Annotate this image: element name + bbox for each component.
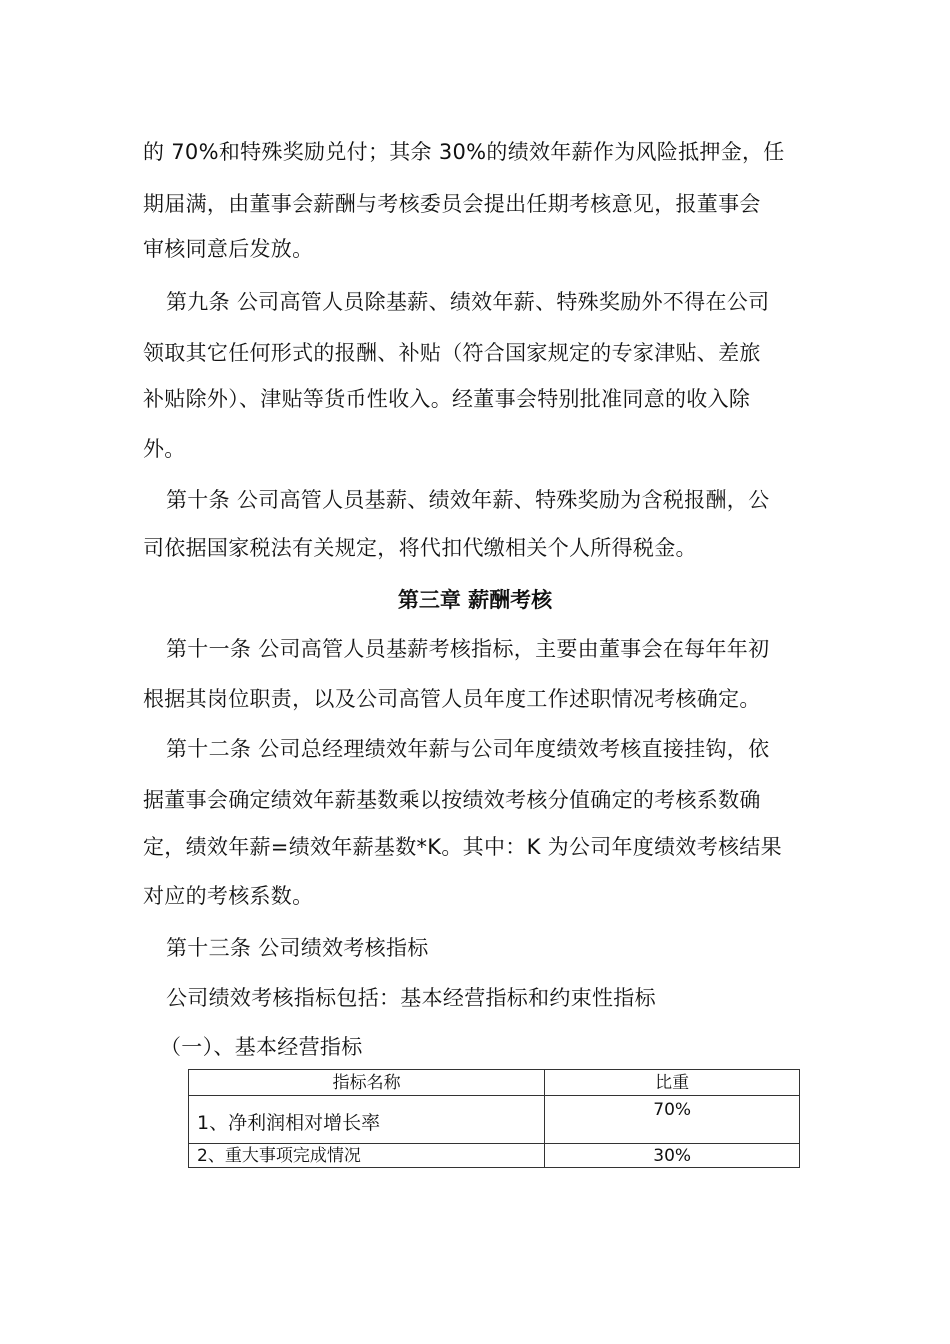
table-header-row — [189, 1070, 800, 1096]
table-header-name: 指标名称 — [189, 1070, 545, 1096]
table-header-weight: 比重 — [545, 1070, 800, 1096]
indicator-name-cell: 2、重大事项完成情况 — [189, 1144, 545, 1168]
article-11-line: 第十一条 公司高管人员基薪考核指标，主要由董事会在每年年初 — [166, 637, 770, 661]
article-9-line: 领取其它任何形式的报酬、补贴（符合国家规定的专家津贴、差旅 — [143, 341, 761, 365]
table-row — [189, 1144, 800, 1168]
indicator-weight-cell: 70% — [545, 1096, 800, 1144]
article-12-line: 定，绩效年薪=绩效年薪基数*K。其中：K 为公司年度绩效考核结果 — [143, 835, 782, 859]
article-12-line: 第十二条 公司总经理绩效年薪与公司年度绩效考核直接挂钩，依 — [166, 737, 770, 761]
article-10-line: 司依据国家税法有关规定，将代扣代缴相关个人所得税金。 — [143, 536, 697, 560]
article-10-line: 第十条 公司高管人员基薪、绩效年薪、特殊奖励为含税报酬，公 — [166, 488, 770, 512]
article-13-line: 第十三条 公司绩效考核指标 — [166, 936, 429, 960]
indicator-name-cell: 1、净利润相对增长率 — [189, 1096, 545, 1144]
indicators-intro: 公司绩效考核指标包括：基本经营指标和约束性指标 — [166, 986, 656, 1010]
table-row — [189, 1096, 800, 1144]
body-text-line: 审核同意后发放。 — [143, 237, 314, 261]
article-9-line: 补贴除外）、津贴等货币性收入。经董事会特别批准同意的收入除 — [143, 387, 751, 411]
indicator-weight-cell: 30% — [545, 1144, 800, 1168]
article-12-line: 对应的考核系数。 — [143, 884, 314, 908]
metrics-table — [188, 1069, 800, 1168]
article-9-line: 外。 — [143, 437, 186, 461]
article-12-line: 据董事会确定绩效年薪基数乘以按绩效考核分值确定的考核系数确 — [143, 788, 761, 812]
article-11-line: 根据其岗位职责，以及公司高管人员年度工作述职情况考核确定。 — [143, 687, 761, 711]
body-text-line: 的 70%和特殊奖励兑付；其余 30%的绩效年薪作为风险抵押金，任 — [143, 140, 785, 164]
article-9-line: 第九条 公司高管人员除基薪、绩效年薪、特殊奖励外不得在公司 — [166, 290, 770, 314]
section-label: （一）、基本经营指标 — [160, 1035, 363, 1059]
chapter-heading: 第三章 薪酬考核 — [397, 588, 553, 612]
body-text-line: 期届满，由董事会薪酬与考核委员会提出任期考核意见，报董事会 — [143, 192, 761, 216]
